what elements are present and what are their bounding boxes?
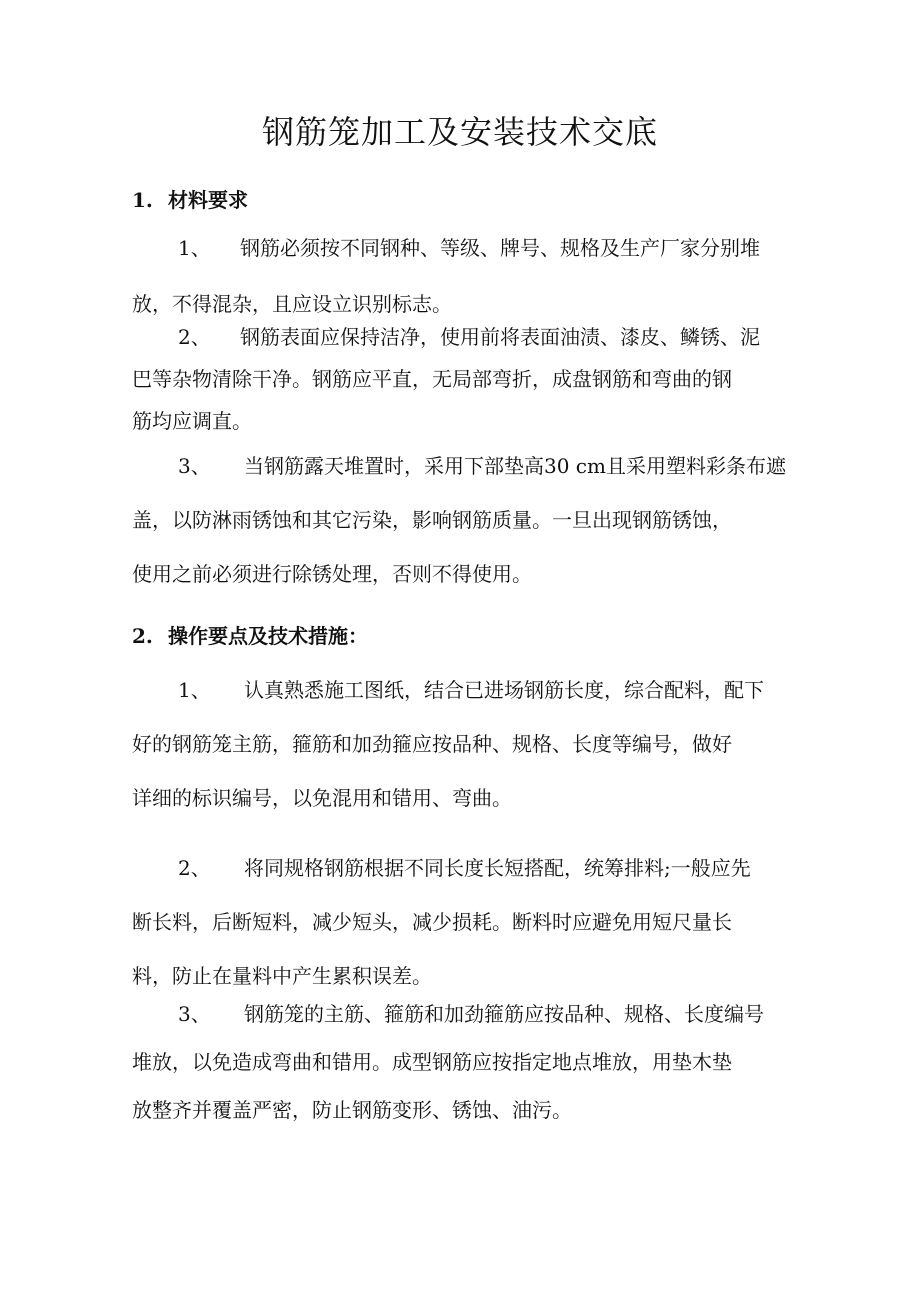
material-item-1 xyxy=(132,238,802,314)
paragraph-line: 料，防止在量料中产生累积误差。 xyxy=(132,964,432,988)
section-number: 2. xyxy=(132,624,153,648)
line-text: 当钢筋露天堆置时，采用下部垫高30 cm且采用塑料彩条布遮 xyxy=(244,454,786,478)
line-text: 钢筋笼的主筋、箍筋和加劲箍筋应按品种、规格、长度编号 xyxy=(244,1002,764,1026)
paragraph-line: 巴等杂物清除干净。钢筋应平直，无局部弯折，成盘钢筋和弯曲的钢 xyxy=(132,367,732,391)
section-number: 1. xyxy=(132,188,153,212)
line-text: 认真熟悉施工图纸，结合已进场钢筋长度，综合配料，配下 xyxy=(244,678,764,702)
paragraph-line xyxy=(132,858,802,878)
item-number: 3、 xyxy=(178,454,211,478)
operation-item-2 xyxy=(132,858,802,986)
material-item-3 xyxy=(132,456,802,584)
paragraph-line xyxy=(132,680,802,700)
paragraph-line: 放整齐并覆盖严密，防止钢筋变形、锈蚀、油污。 xyxy=(132,1098,572,1122)
document-title: 钢筋笼加工及安装技术交底 xyxy=(261,113,658,152)
paragraph-line xyxy=(132,456,802,476)
paragraph-line: 筋均应调直。 xyxy=(132,409,252,433)
item-number: 2、 xyxy=(178,856,211,880)
paragraph-line: 断长料，后断短料，减少短头，减少损耗。断料时应避免用短尺量长 xyxy=(132,910,732,934)
operation-item-1 xyxy=(132,680,802,808)
paragraph-line xyxy=(132,327,802,347)
section-heading-operations xyxy=(132,620,368,649)
item-number: 2、 xyxy=(178,325,211,349)
line-text: 钢筋表面应保持洁净，使用前将表面油渍、漆皮、鳞锈、泥 xyxy=(240,325,760,349)
paragraph-line: 堆放，以免造成弯曲和错用。成型钢筋应按指定地点堆放，用垫木垫 xyxy=(132,1050,732,1074)
item-number: 1、 xyxy=(178,236,211,260)
paragraph-line: 好的钢筋笼主筋，箍筋和加劲箍应按品种、规格、长度等编号，做好 xyxy=(132,732,732,756)
material-item-2 xyxy=(132,327,802,431)
paragraph-line: 使用之前必须进行除锈处理，否则不得使用。 xyxy=(132,562,532,586)
section-heading-materials xyxy=(132,184,248,213)
line-text: 将同规格钢筋根据不同长度长短搭配，统筹排料;一般应先 xyxy=(244,856,751,880)
item-number: 1、 xyxy=(178,678,211,702)
operation-item-3 xyxy=(132,1004,802,1120)
line-text: 钢筋必须按不同钢种、等级、牌号、规格及生产厂家分别堆 xyxy=(240,236,760,260)
paragraph-line xyxy=(132,1004,802,1024)
paragraph-line: 盖，以防淋雨锈蚀和其它污染，影响钢筋质量。一旦出现钢筋锈蚀， xyxy=(132,508,732,532)
section-title: 材料要求 xyxy=(168,188,248,212)
paragraph-line xyxy=(132,238,802,258)
section-title: 操作要点及技术措施： xyxy=(168,624,368,648)
paragraph-line: 放，不得混杂，且应设立识别标志。 xyxy=(132,292,452,316)
paragraph-line: 详细的标识编号，以免混用和错用、弯曲。 xyxy=(132,786,512,810)
item-number: 3、 xyxy=(178,1002,211,1026)
